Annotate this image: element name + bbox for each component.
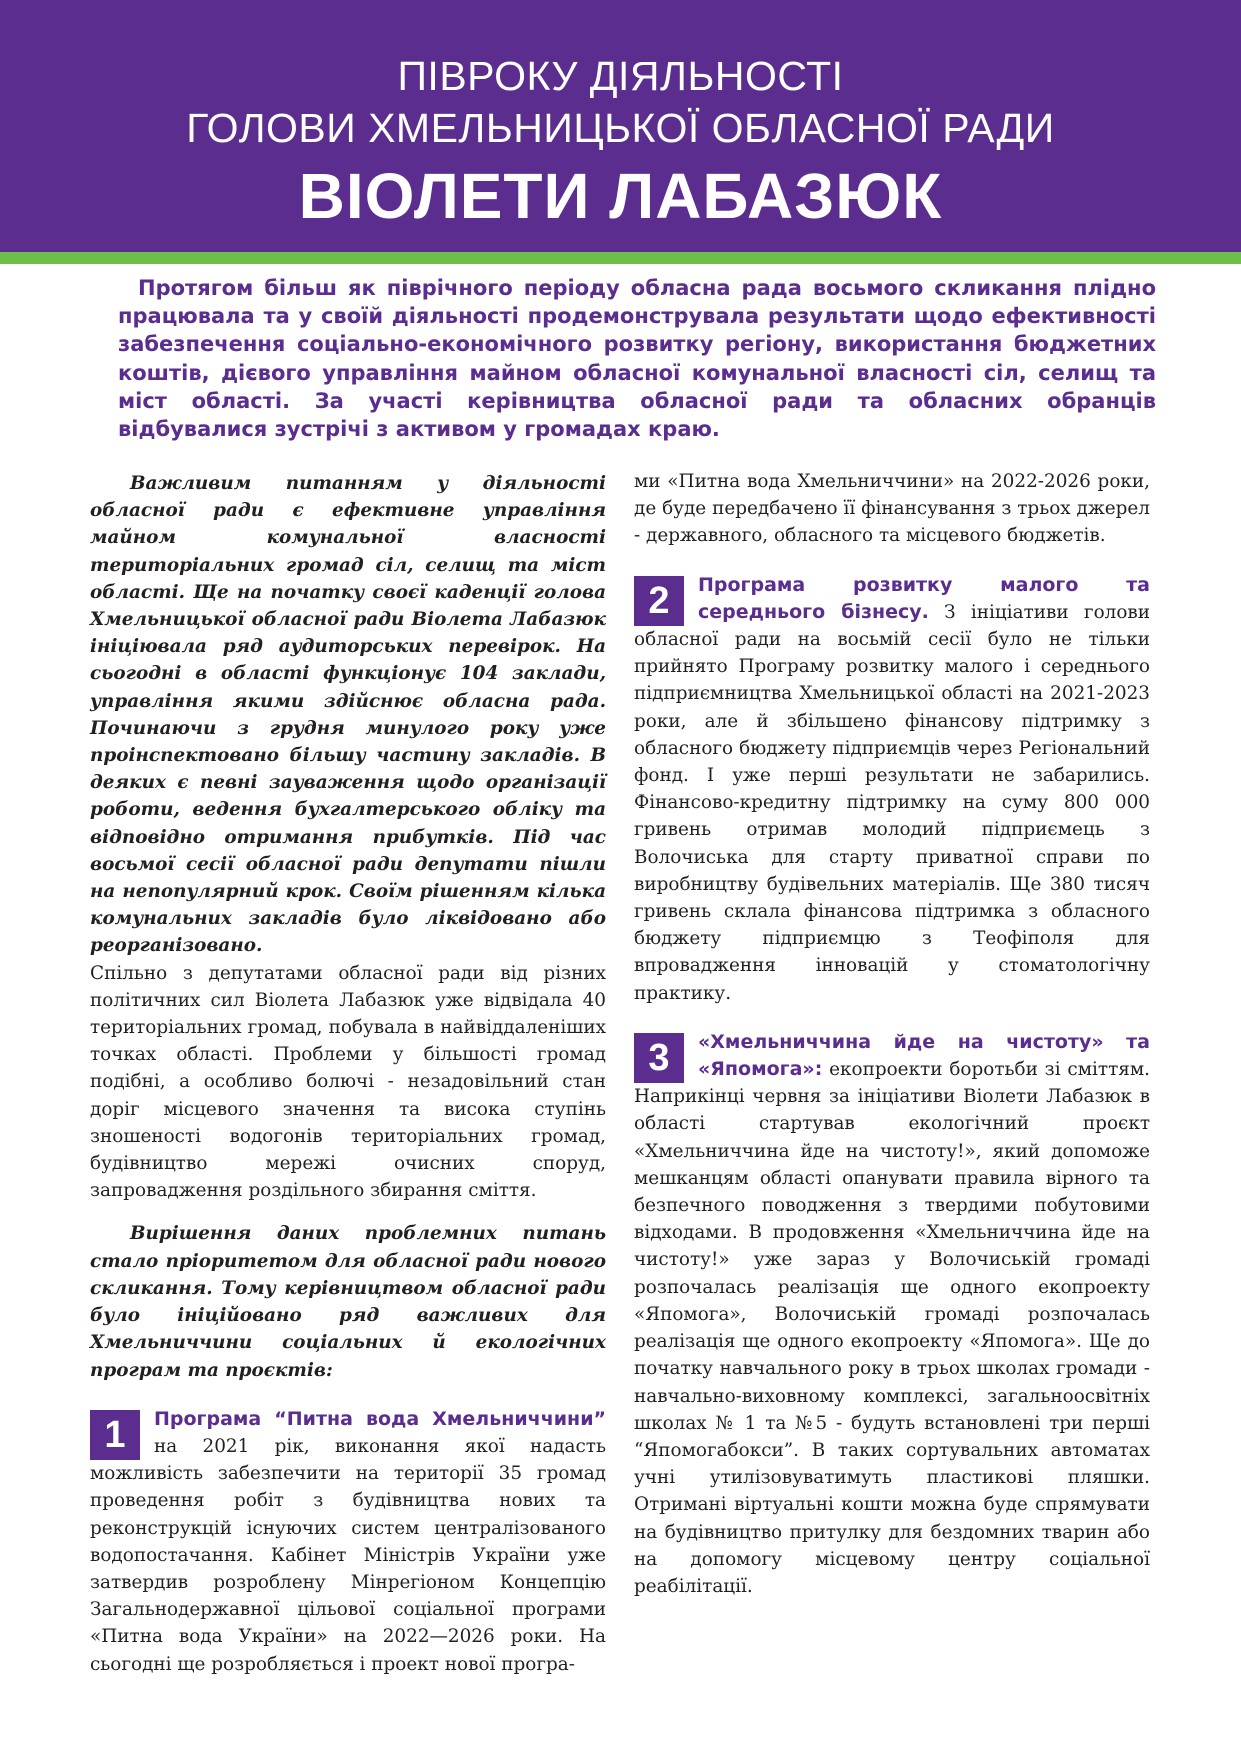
program-body-2: З ініціативи голови обласної ради на восьмій сесії було не тільки прийнято Програму розвитку малого і середнього підприємництва Хмельницької області на 2021-2023 роки, але й збільшено фінансову підтримку з обласного бюджету підприємців через Регіональний фонд. І уже перші результати не забарились. Фінансово-кредитну підтримку на суму 800 000 гривень отримав молодий підприємець з Волочиська для старту приватної справи по виробництву будівельних матеріалів. Ще 380 тисяч гривень склала фінансова підтримка з обласного бюджету підприємцю з Теофіполя для впровадження інновацій у стоматологічну практику. — [634, 601, 1151, 1004]
program-heading-3: «Хмельниччина йде на чистоту» та «Япомога»: — [698, 1030, 1150, 1081]
left-paragraph-2: Спільно з депутатами обласної ради від різних політичних сил Віолета Лабазюк уже відвідала 40 територіальних громад, побувала в найвіддаленіших точках області. Проблеми у більшості громад подібні, а особливо болючі - незадовільний стан доріг місцевого значення та висока ступінь зношеності водогонів територіальних громад, будівництво мережі очисних споруд, запровадження роздільного збирання сміття. — [90, 962, 606, 1202]
program-number-3: 3 — [634, 1033, 684, 1083]
header-line-1: ПІВРОКУ ДІЯЛЬНОСТІ — [397, 53, 844, 99]
program-heading-2: Програма розвитку малого та середнього бізнесу. — [698, 573, 1150, 623]
right-continuation: ми «Питна вода Хмельниччини» на 2022-2026 роки, де буде передбачено її фінансування з трьох джерел - державного, обласного та місцевого бюджетів. — [634, 471, 1150, 547]
left-paragraph-3: Вирішення даних проблемних питань стало пріоритетом для обласної ради нового скликання. Тому керівництвом обласної ради було ініційовано ряд важливих для Хмельниччини соціальних й екологічних програм та проєктів: — [90, 1223, 606, 1381]
program-2 — [634, 572, 1150, 1007]
program-3 — [634, 1029, 1150, 1600]
lead-paragraph: Протягом більш як піврічного періоду обласна рада восьмого скликання плідно працювала та у своїй діяльності продемонструвала результати щодо ефективності забезпечення соціально-економічного розвитку регіону, використання бюджетних коштів, дієвого управління майном обласної комунальної власності сіл, селищ та міст області. За участі керівництва обласної ради та обласних обранців відбувалися зустрічі з активом у громадах краю. — [118, 276, 1156, 442]
program-body-1: на 2021 рік, виконання якої надасть можливість забезпечити на території 35 громад проведення робіт з будівництва нових та реконструкцій існуючих систем централізованого водопостачання. Кабінет Міністрів України уже затвердив розроблену Мінрегіоном Концепцію Загальнодержавної цільової соціальної програми «Питна вода України» на 2022—2026 роки. На сьогодні ще розробляється і проект нової програ- — [90, 1435, 606, 1675]
program-body-3: екопроекти боротьби зі сміттям. Наприкінці червня за ініціативи Віолети Лабазюк в області стартував екологічний проєкт «Хмельниччина йде на чистоту!», який допоможе мешканцям області опанувати правила вірного та безпечного поводження з твердими побутовими відходами. В продовження «Хмельниччина йде на чистоту!» уже зараз у Волочиській громаді розпочалась реалізація ще одного екопроекту «Япомога», Волочиській громаді розпочалась реалізація ще одного екопроекту «Япомога». Ще до початку навчального року в трьох школах громади - навчально-виховному комплексі, загальноосвітніх школах № 1 та №5 - будуть встановлені три перші “Япомогабокси”. В таких сортувальних автоматах учні утилізовуватимуть пластикові пляшки. Отримані віртуальні кошти можна буде спрямувати на будівництво притулку для бездомних тварин або на допомогу місцевому центру соціальної реабілітації. — [634, 1059, 1150, 1597]
program-number-2: 2 — [634, 576, 684, 626]
left-column — [90, 470, 606, 1678]
program-1 — [90, 1406, 606, 1678]
header-name: ВІОЛЕТИ ЛАБАЗЮК — [298, 160, 943, 232]
green-divider — [0, 252, 1241, 264]
left-paragraph-1: Важливим питанням у діяльності обласної ради є ефективне управління майном комунальної власності територіальних громад сіл, селищ та міст області. Ще на початку своєї каденції голова Хмельницької обласної ради Віолета Лабазюк ініціювала ряд аудиторських перевірок. На сьогодні в області функціонує 104 заклади, управління якими здійснює обласна рада. Починаючи з грудня минулого року уже проінспектовано більшу частину закладів. В деяких є певні зауваження щодо організації роботи, ведення бухгалтерського обліку та відповідно отримання прибутків. Під час восьмої сесії обласної ради депутати пішли на непопулярний крок. Своїм рішенням кілька комунальних закладів було ліквідовано або реорганізовано. — [90, 473, 606, 957]
program-heading-1: Програма “Питна вода Хмельниччини” — [154, 1407, 606, 1430]
header-banner — [0, 0, 1241, 252]
header-line-2: ГОЛОВИ ХМЕЛЬНИЦЬКОЇ ОБЛАСНОЇ РАДИ — [186, 105, 1055, 151]
program-number-1: 1 — [90, 1410, 140, 1460]
right-column — [634, 468, 1150, 1600]
